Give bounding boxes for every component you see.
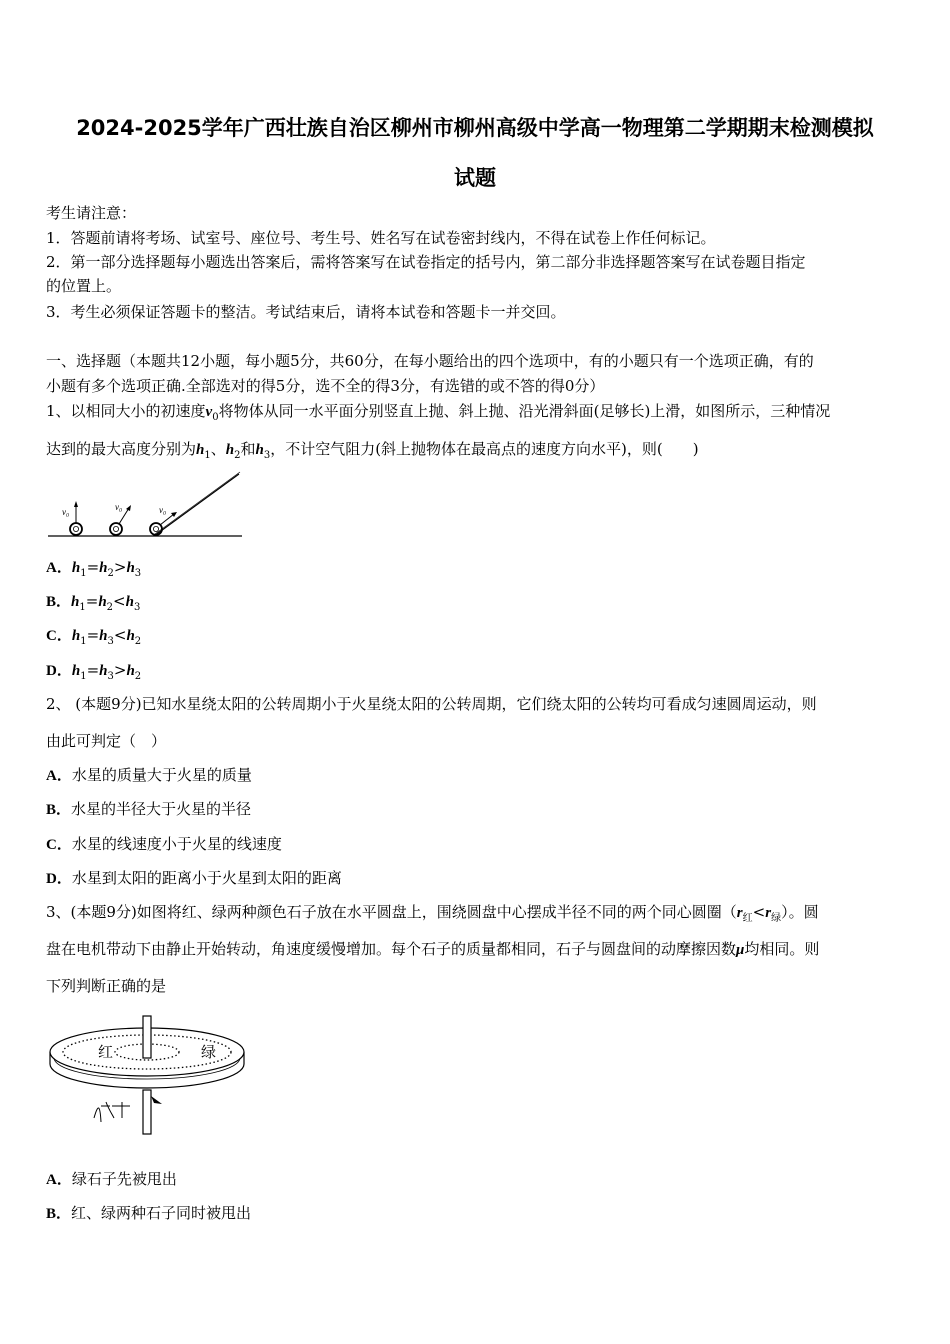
q3-turntable-figure: [46, 1010, 250, 1140]
v0-symbol: v: [205, 404, 213, 420]
v0-label-2: v₀: [115, 502, 123, 512]
q3-option-b[interactable]: B．红、绿两种石子同时被甩出: [46, 1204, 252, 1222]
motor-pointer-icon: [151, 1096, 162, 1104]
q3-option-a[interactable]: A．绿石子先被甩出: [46, 1170, 177, 1188]
q2-option-d[interactable]: D．水星到太阳的距离小于火星到太阳的距离: [46, 869, 342, 887]
vertical-throw-ball: [70, 501, 82, 535]
notice-item-3: 3．考生必须保证答题卡的整洁。考试结束后，请将本试卷和答题卡一并交回。: [46, 303, 566, 321]
mu-symbol: μ: [736, 942, 745, 958]
q1-option-b[interactable]: B．$h_1=h_2<h_3$: [46, 592, 141, 613]
notice-item-2-cont: 的位置上。: [46, 277, 122, 295]
red-stone-label: 红: [98, 1043, 114, 1061]
motor-wire-icon: [94, 1102, 130, 1122]
shaft-lower: [143, 1090, 151, 1134]
section1-instructions-cont: 小题有多个选项正确.全部选对的得5分，选不全的得3分，有选错的或不答的得0分）: [46, 377, 605, 395]
q2-option-a[interactable]: A．水星的质量大于火星的质量: [46, 766, 252, 784]
q2-option-c[interactable]: C．水星的线速度小于火星的线速度: [46, 835, 282, 853]
page-title-continued: 试题: [454, 166, 496, 190]
notice-item-1: 1．答题前请将考场、试室号、座位号、考生号、姓名写在试卷密封线内，不得在试卷上作任何标记。: [46, 229, 716, 247]
incline-slide-ball: [150, 472, 240, 536]
shaft-upper: [143, 1016, 151, 1058]
notice-heading: 考生请注意：: [46, 204, 137, 222]
q3-stem-line2: 盘在电机带动下由静止开始转动，角速度缓慢增加。每个石子的质量都相同，石子与圆盘间的动摩擦因数μ均相同。则: [46, 940, 820, 958]
page-title: 2024-2025学年广西壮族自治区柳州市柳州高级中学高一物理第二学期期末检测模拟: [76, 116, 874, 140]
q1-option-a[interactable]: A．$h_1=h_2>h_3$: [46, 558, 142, 579]
q3-stem-line3: 下列判断正确的是: [46, 977, 167, 995]
q1-option-d[interactable]: D．$h_1=h_3>h_2$: [46, 661, 142, 682]
section1-instructions: 一、选择题（本题共12小题，每小题5分，共60分，在每小题给出的四个选项中，有的小题只有一个选项正确，有的: [46, 352, 814, 370]
q1-projectile-figure: [46, 468, 246, 542]
q2-stem-line2: 由此可判定（ ）: [46, 732, 167, 750]
v0-label-1: v₀: [62, 507, 70, 517]
v0-label-3: v₀: [159, 505, 167, 515]
q1-stem-line1: 1、以相同大小的初速度$v_0$将物体从同一水平面分别竖直上抛、斜上抛、沿光滑斜面(足够长)上滑，如图所示，三种情况: [46, 402, 831, 423]
q2-option-b[interactable]: B．水星的半径大于火星的半径: [46, 800, 252, 818]
q3-stem-line1: 3、(本题9分)如图将红、绿两种颜色石子放在水平圆盘上，围绕圆盘中心摆成半径不同的两个同心圆圈$(r_红<r_绿)$。圆: [46, 903, 819, 924]
q1-option-c[interactable]: C．$h_1=h_3<h_2$: [46, 626, 142, 647]
green-stone-label: 绿: [201, 1043, 217, 1061]
q1-stem-line2: 达到的最大高度分别为$h_1$、$h_2$和$h_3$，不计空气阻力(斜上抛物体在最高点的速度方向水平)，则( ): [46, 440, 699, 461]
q2-stem-line1: 2、 (本题9分)已知水星绕太阳的公转周期小于火星绕太阳的公转周期，它们绕太阳的公转均可看成匀速圆周运动，则: [46, 695, 817, 713]
notice-item-2: 2．第一部分选择题每小题选出答案后，需将答案写在试卷指定的括号内，第二部分非选择题答案写在试卷题目指定: [46, 253, 806, 271]
